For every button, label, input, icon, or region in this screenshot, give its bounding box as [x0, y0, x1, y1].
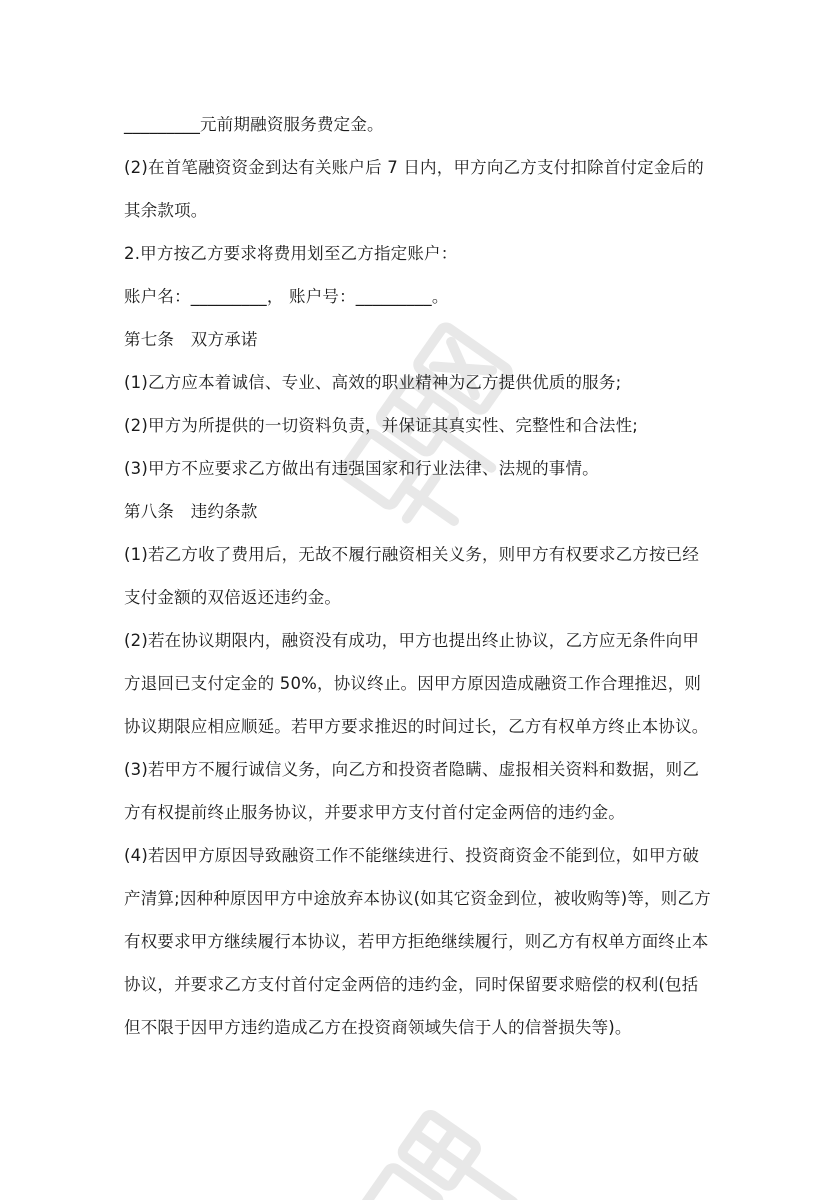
- text-line-16: (3)若甲方不履行诚信义务，向乙方和投资者隐瞒、虚报相关资料和数据，则乙: [124, 760, 700, 779]
- text-line-11: (1)若乙方收了费用后，无故不履行融资相关义务，则甲方有权要求乙方按已经: [124, 545, 700, 564]
- section-heading-7: 第七条 双方承诺: [124, 330, 258, 349]
- text-line-3: 其余款项。: [124, 201, 208, 220]
- text-line-12: 支付金额的双倍返还违约金。: [124, 588, 342, 607]
- text-line-4: 2.甲方按乙方要求将费用划至乙方指定账户：: [124, 244, 458, 263]
- text-line-14: 方退回已支付定金的 50%，协议终止。因甲方原因造成融资工作合理推迟，则: [124, 674, 702, 693]
- text-line-1: _________元前期融资服务费定金。: [124, 115, 384, 134]
- text-line-5: 账户名：_________， 账户号：_________。: [124, 287, 449, 306]
- section-heading-8: 第八条 违约条款: [124, 502, 258, 521]
- text-line-20: 有权要求甲方继续履行本协议，若甲方拒绝继续履行，则乙方有权单方面终止本: [124, 932, 709, 951]
- text-line-2: (2)在首笔融资资金到达有关账户后 7 日内，甲方向乙方支付扣除首付定金后的: [124, 158, 704, 177]
- text-line-18: (4)若因甲方原因导致融资工作不能继续进行、投资商资金不能到位，如甲方破: [124, 846, 700, 865]
- text-line-9: (3)甲方不应要求乙方做出有违强国家和行业法律、法规的事情。: [124, 459, 599, 478]
- text-line-22: 但不限于因甲方违约造成乙方在投资商领域失信于人的信誉损失等)。: [124, 1018, 632, 1037]
- text-line-15: 协议期限应相应顺延。若甲方要求推迟的时间过长，乙方有权单方终止本协议。: [124, 717, 709, 736]
- text-line-13: (2)若在协议期限内，融资没有成功，甲方也提出终止协议，乙方应无条件向甲: [124, 631, 700, 650]
- text-line-7: (1)乙方应本着诚信、专业、高效的职业精神为乙方提供优质的服务;: [124, 373, 622, 392]
- text-line-21: 协议，并要求乙方支付首付定金两倍的违约金，同时保留要求赔偿的权利(包括: [124, 975, 699, 994]
- text-line-8: (2)甲方为所提供的一切资料负责，并保证其真实性、完整性和合法性;: [124, 416, 639, 435]
- watermark-stamp-icon-bottom: [330, 1060, 570, 1200]
- text-line-19: 产清算;因种种原因甲方中途放弃本协议(如其它资金到位，被收购等)等，则乙方: [124, 889, 711, 908]
- text-line-17: 方有权提前终止服务协议，并要求甲方支付首付定金两倍的违约金。: [124, 803, 625, 822]
